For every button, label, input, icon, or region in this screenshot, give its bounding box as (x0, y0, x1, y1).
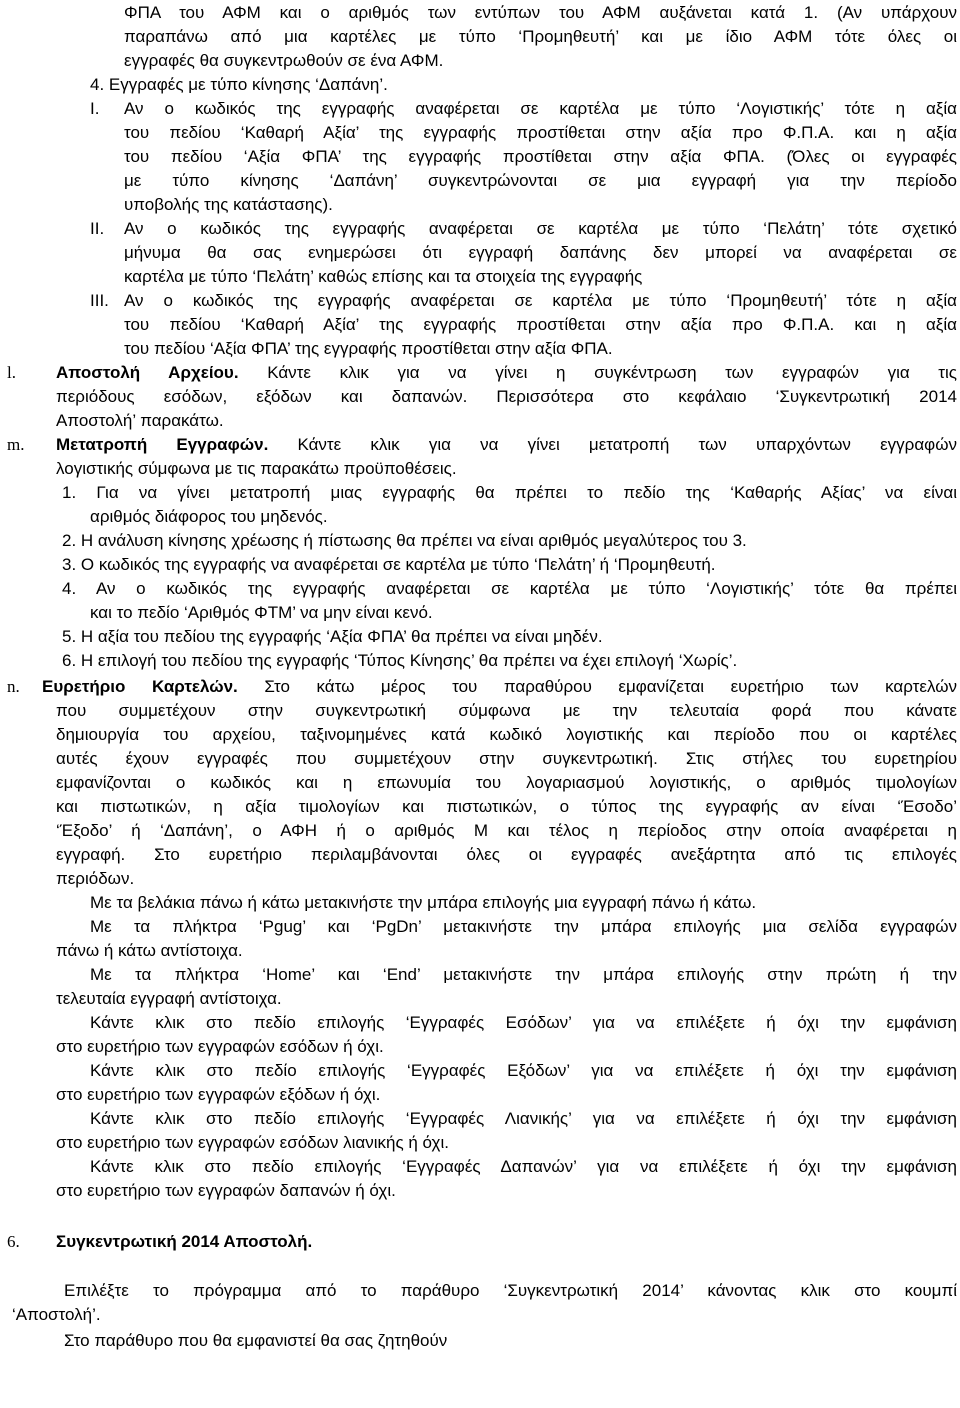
text-span: Στο κάτω μέρος του παραθύρου εμφανίζεται ευρετήριο των καρτελών (264, 677, 957, 696)
text-line: Κάντε κλικ στο πεδίο επιλογής ‘Εγγραφές Εσόδων’ για να επιλέξετε ή όχι την εμφάνιση (90, 1013, 957, 1032)
text-line: Αν ο κωδικός της εγγραφής αναφέρεται σε καρτέλα με τύπο ‘Πελάτη’ τότε σχετικό (124, 219, 957, 238)
text-line: εγγραφές θα συγκεντρωθούν σε ένα ΑΦΜ. (124, 51, 444, 70)
text-line: στο ευρετήριο των εγγραφών δαπανών ή όχι. (56, 1181, 396, 1200)
text-line: εμφανίζονται ο κωδικός και η επωνυμία του λογαριασμού λογιστικής, ο αριθμός τιμολογίων (56, 773, 957, 792)
text-line: του πεδίου ‘Αξία ΦΠΑ’ της εγγραφής προστίθεται στην αξία ΦΠΑ. (124, 339, 613, 358)
text-line: εγγραφή. Στο ευρετήριο περιλαμβάνονται όλες οι εγγραφές ανεξάρτητα από τις επιλογές (56, 845, 957, 864)
text-line: ‘Έξοδο’ ή ‘Δαπάνη’, ο ΑΦΗ ή ο αριθμός Μ και τέλος η περίοδος στην οποία αναφέρεται η (56, 821, 957, 840)
text-line: 1. Για να γίνει μετατροπή μιας εγγραφής θα πρέπει το πεδίο της ‘Καθαρής Αξίας’ να είναι (62, 483, 957, 502)
text-line: Κάντε κλικ στο πεδίο επιλογής ‘Εγγραφές Δαπανών’ για να επιλέξετε ή όχι την εμφάνιση (90, 1157, 957, 1176)
text-line (56, 434, 957, 456)
text-line: Με τα πλήκτρα ‘Home’ και ‘End’ μετακινήστε την μπάρα επιλογής στην πρώτη ή την (90, 965, 957, 984)
text-line: στο ευρετήριο των εγγραφών εσόδων λιανικής ή όχι. (56, 1133, 449, 1152)
text-line: 6. Η επιλογή του πεδίου της εγγραφής ‘Τύπος Κίνησης’ θα πρέπει να έχει επιλογή ‘Χωρίς’. (62, 651, 738, 670)
text-line: 5. Η αξία του πεδίου της εγγραφής ‘Αξία ΦΠΑ’ θα πρέπει να είναι μηδέν. (62, 627, 603, 646)
text-line: Αποστολή’ παρακάτω. (56, 411, 224, 430)
text-line: περιόδους εσόδων, εξόδων και δαπανών. Περισσότερα στο κεφάλαιο ‘Συγκεντρωτική 2014 (56, 387, 957, 406)
text-line: που συμμετέχουν στην συγκεντρωτική σύμφωνα με την τελευταία φορά που κάνατε (56, 701, 957, 720)
text-line: Με τα πλήκτρα ‘Pgug’ και ‘PgDn’ μετακινήστε την μπάρα επιλογής μια σελίδα εγγραφών (90, 917, 957, 936)
text-line (56, 362, 957, 384)
text-line: του πεδίου ‘Καθαρή Αξία’ της εγγραφής προστίθεται στην αξία προ Φ.Π.Α. και η αξία (124, 123, 957, 142)
section-heading-6: Συγκεντρωτική 2014 Αποστολή. (56, 1232, 313, 1251)
text-line: πάνω ή κάτω αντίστοιχα. (56, 941, 243, 960)
section-heading: Μετατροπή Εγγραφών. (56, 435, 269, 454)
section-heading: Ευρετήριο Καρτελών. (42, 677, 238, 696)
roman-marker-iii: III. (90, 291, 109, 310)
text-line: και πιστωτικών, η αξία τιμολογίων και πιστωτικών, ο τύπος της εγγραφής αν είναι ‘Έσοδο’ (56, 797, 957, 816)
text-line: περιόδων. (56, 869, 135, 888)
text-line: Κάντε κλικ στο πεδίο επιλογής ‘Εγγραφές Λιανικής’ για να επιλέξετε ή όχι την εμφάνιση (90, 1109, 957, 1128)
text-line: 2. Η ανάλυση κίνησης χρέωσης ή πίστωσης θα πρέπει να είναι αριθμός μεγαλύτερος του 3. (62, 531, 747, 550)
text-span: Κάντε κλικ για να γίνει η συγκέντρωση των εγγραφών για τις (267, 363, 957, 382)
roman-marker-i: I. (90, 99, 100, 118)
text-line: Με τα βελάκια πάνω ή κάτω μετακινήστε την μπάρα επιλογής μια εγγραφή πάνω ή κάτω. (90, 893, 757, 912)
text-line: μήνυμα θα σας ενημερώσει ότι εγγραφή δαπάνης δεν μπορεί να αναφέρεται σε (124, 243, 957, 262)
text-line: Στο παράθυρο που θα εμφανιστεί θα σας ζητηθούν (64, 1331, 448, 1350)
text-line: 3. Ο κωδικός της εγγραφής να αναφέρεται σε καρτέλα με τύπο ‘Πελάτη’ ή ‘Προμηθευτή. (62, 555, 716, 574)
text-line: του πεδίου ‘Αξία ΦΠΑ’ της εγγραφής προστίθεται στην αξία ΦΠΑ. (Όλες οι εγγραφές (124, 147, 957, 166)
text-line: αυτές έχουν εγγραφές που συμμετέχουν στην συγκεντρωτική. Στις στήλες του ευρετηρίου (56, 749, 957, 768)
roman-marker-ii: II. (90, 219, 105, 238)
text-line: λογιστικής σύμφωνα με τις παρακάτω προϋποθέσεις. (56, 459, 457, 478)
text-line: στο ευρετήριο των εγγραφών εξόδων ή όχι. (56, 1085, 381, 1104)
text-line: Αν ο κωδικός της εγγραφής αναφέρεται σε καρτέλα με τύπο ‘Προμηθευτή’ τότε η αξία (124, 291, 957, 310)
section-heading: Αποστολή Αρχείου. (56, 363, 239, 382)
section-number: 6. (7, 1232, 20, 1251)
text-line: ΦΠΑ του ΑΦΜ και ο αριθμός των εντύπων του ΑΦΜ αυξάνεται κατά 1. (Αν υπάρχουν (124, 3, 957, 22)
text-line: 4. Αν ο κωδικός της εγγραφής αναφέρεται σε καρτέλα με τύπο ‘Λογιστικής’ τότε θα πρέπει (62, 579, 957, 598)
text-line: αριθμός διάφορος του μηδενός. (90, 507, 328, 526)
text-line: Κάντε κλικ στο πεδίο επιλογής ‘Εγγραφές Εξόδων’ για να επιλέξετε ή όχι την εμφάνιση (90, 1061, 957, 1080)
text-span: Κάντε κλικ για να γίνει μετατροπή των υπαρχόντων εγγραφών (297, 435, 957, 454)
text-line: Αν ο κωδικός της εγγραφής αναφέρεται σε καρτέλα με τύπο ‘Λογιστικής’ τότε η αξία (124, 99, 957, 118)
text-line: Επιλέξτε το πρόγραμμα από το παράθυρο ‘Συγκεντρωτική 2014’ κάνοντας κλικ στο κουμπί (64, 1281, 957, 1300)
text-line: του πεδίου ‘Καθαρή Αξία’ της εγγραφής προστίθεται στην αξία προ Φ.Π.Α. και η αξία (124, 315, 957, 334)
text-line: στο ευρετήριο των εγγραφών εσόδων ή όχι. (56, 1037, 384, 1056)
text-line: και το πεδίο ‘Αριθμός ΦΤΜ’ να μην είναι κενό. (90, 603, 433, 622)
text-line: παραπάνω από μια καρτέλες με τύπο ‘Προμηθευτή’ και με ίδιο ΑΦΜ τότε όλες οι (124, 27, 957, 46)
list-marker-l: l. (7, 363, 16, 382)
list-marker-n: n. (7, 677, 20, 696)
text-line: ‘Αποστολή’. (12, 1305, 101, 1324)
text-line: υποβολής της κατάστασης). (124, 195, 333, 214)
text-line (42, 676, 957, 698)
text-line: καρτέλα με τύπο ‘Πελάτη’ καθώς επίσης και τα στοιχεία της εγγραφής (124, 267, 643, 286)
text-line: δημιουργία του αρχείου, ταξινομημένες κατά κωδικό λογιστικής και περίοδο που οι καρτέλες (56, 725, 957, 744)
text-line: με τύπο κίνησης ‘Δαπάνη’ συγκεντρώνονται σε μια εγγραφή για την περίοδο (124, 171, 957, 190)
text-line: τελευταία εγγραφή αντίστοιχα. (56, 989, 282, 1008)
list-marker-m: m. (7, 435, 25, 454)
numbered-item-4: 4. Εγγραφές με τύπο κίνησης ‘Δαπάνη’. (90, 75, 388, 94)
